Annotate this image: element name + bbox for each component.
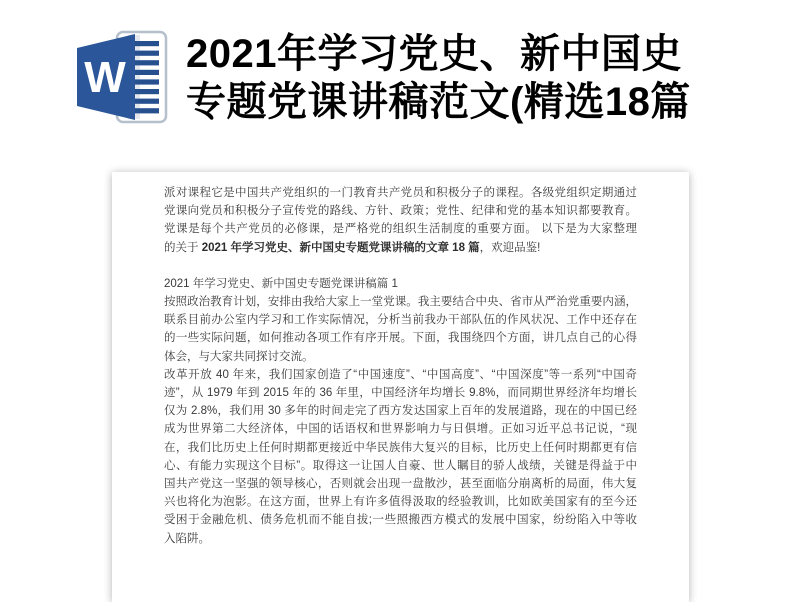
text-segment: ，欢迎品鉴!	[479, 241, 541, 254]
intro-paragraph	[164, 184, 637, 257]
text-line	[164, 275, 637, 293]
text-line	[164, 402, 637, 420]
word-icon-svg	[74, 27, 168, 127]
text-line	[164, 511, 637, 529]
text-line	[164, 457, 637, 475]
text-segment: 在，我们比历史上任何时期都更接近中华民族伟大复兴的目标，比历史上任何时期都更有信	[164, 441, 637, 454]
word-icon	[74, 27, 168, 127]
text-segment: 心、有能力实现这个目标”。取得这一让国人自豪、世人瞩目的骄人战绩，关键是得益于中	[164, 459, 637, 472]
document-body	[112, 172, 689, 548]
text-line	[164, 384, 637, 402]
text-line	[164, 493, 637, 511]
text-segment: 迹”，从 1979 年到 2015 年的 36 年里，中国经济年均增长 9.8%，而同期世界经济年均增长	[164, 387, 637, 400]
text-line	[164, 202, 637, 220]
text-segment: 的关于	[164, 241, 202, 254]
text-segment: 国共产党这一坚强的领导核心，否则就会出现一盘散沙，甚至面临分崩离析的局面，伟大复	[164, 478, 637, 491]
text-segment: 的一些实际问题，如何推动各项工作有序开展。下面，我围绕四个方面，讲几点自己的心得	[164, 332, 637, 345]
word-icon-letter: W	[84, 53, 126, 102]
text-line	[164, 311, 637, 329]
text-line	[164, 366, 637, 384]
text-segment: 体会，与大家共同探讨交流。	[164, 350, 314, 363]
page-title-line-1: 2021年学习党史、新中国史	[186, 32, 682, 76]
text-line	[164, 239, 637, 257]
page-title	[186, 30, 691, 126]
word-icon-page-edge	[135, 35, 140, 119]
text-line	[164, 184, 637, 202]
text-line	[164, 420, 637, 438]
text-segment: 受困于金融危机、债务危机而不能自拔;一些照搬西方模式的发展中国家，纷纷陷入中等收	[164, 514, 637, 527]
text-segment: 联系目前办公室内学习和工作实际情况，分析当前我办干部队伍的作风状况、工作中还存在	[164, 314, 637, 327]
text-line	[164, 293, 637, 311]
text-segment: 按照政治教育计划，安排由我给大家上一堂党课。我主要结合中央、省市从严治党重要内涵，	[164, 296, 637, 309]
text-line	[164, 439, 637, 457]
paragraph-3	[164, 366, 637, 548]
text-line	[164, 220, 637, 238]
text-segment: 兴也将化为泡影。在这方面，世界上有许多值得汲取的经验教训，比如欧美国家有的至今还	[164, 496, 637, 509]
document-preview-page	[112, 172, 689, 602]
page-title-line-2: 专题党课讲稿范文(精选18篇	[186, 80, 691, 124]
text-segment: 党课是每个共产党员的必修课，是严格党的组织生活制度的重要方面。 以下是为大家整理	[164, 223, 637, 236]
text-line	[164, 348, 637, 366]
section-heading	[164, 275, 637, 293]
bold-text-segment: 2021 年学习党史、新中国史专题党课讲稿的文章 18 篇	[201, 241, 480, 254]
paragraph-2	[164, 293, 637, 366]
text-line	[164, 475, 637, 493]
text-segment: 派对课程它是中国共产党组织的一门教育共产党员和积极分子的课程。各级党组织定期通过	[164, 187, 637, 199]
text-segment: 入陷阱。	[164, 532, 210, 545]
text-segment: 改革开放 40 年来，我们国家创造了“中国速度”、“中国高度”、“中国深度”等一系列“中国奇	[164, 368, 637, 381]
text-segment: 党课向党员和积极分子宣传党的路线、方针、政策；党性、纪律和党的基本知识都要教育。	[164, 205, 637, 218]
text-segment: 成为世界第二大经济体，中国的话语权和世界影响力与日俱增。正如习近平总书记说，“现	[164, 423, 637, 436]
text-line	[164, 530, 637, 548]
text-segment: 仅为 2.8%，我们用 30 多年的时间走完了西方发达国家上百年的发展道路，现在的中国已经	[164, 405, 637, 418]
text-segment: 2021 年学习党史、新中国史专题党课讲稿篇 1	[164, 277, 398, 290]
text-line	[164, 329, 637, 347]
